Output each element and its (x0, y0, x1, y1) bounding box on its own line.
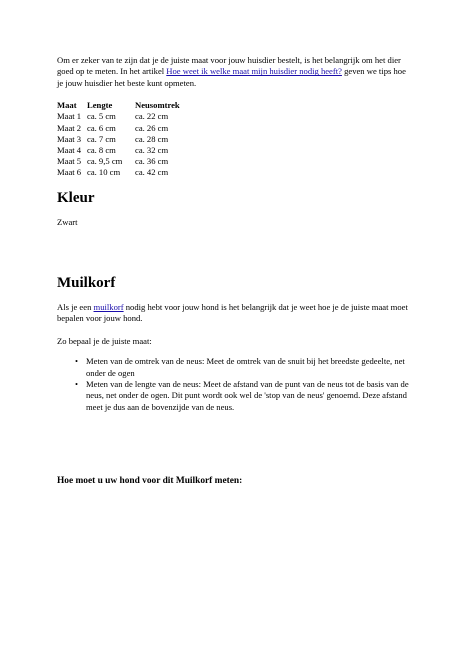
cell-neusomtrek: ca. 36 cm (135, 156, 169, 167)
cell-lengte: ca. 8 cm (87, 145, 116, 156)
table-row (57, 134, 180, 145)
bullet-icon: • (75, 379, 79, 390)
document-page (57, 55, 412, 487)
header-lengte: Lengte (87, 100, 113, 111)
cell-maat: Maat 3 (57, 133, 82, 144)
size-guide-link[interactable]: Hoe weet ik welke maat mijn huisdier nodig heeft? (166, 66, 342, 77)
cell-maat: Maat 4 (57, 145, 82, 156)
muilkorf-link[interactable]: muilkorf (93, 302, 124, 313)
cell-maat: Maat 5 (57, 156, 82, 167)
muilkorf-paragraph (57, 302, 412, 325)
cell-neusomtrek: ca. 22 cm (135, 111, 169, 122)
intro-text-end: geven we tips hoe je jouw huisdier het beste kunt opmeten. (57, 66, 406, 88)
cell-neusomtrek: ca. 32 cm (135, 145, 169, 156)
header-neusomtrek: Neusomtrek (135, 100, 180, 111)
muilkorf-text: Als je een (57, 302, 94, 313)
cell-lengte: ca. 5 cm (87, 111, 116, 122)
measure-list (57, 356, 412, 413)
table-row (57, 156, 180, 167)
size-table-header (57, 100, 180, 111)
cell-neusomtrek: ca. 42 cm (135, 167, 169, 178)
table-row (57, 111, 180, 122)
cell-maat: Maat 6 (57, 167, 82, 178)
list-item-text: Meten van de omtrek van de neus: Meet de omtrek van de snuit bij het breedste gedeelte, net onder de ogen (86, 356, 405, 378)
table-row (57, 145, 180, 156)
intro-text: Om er zeker van te zijn dat je de juiste maat voor jouw huisdier bestelt, is het belangrijk om het dier goed op te meten. In het artikel (57, 55, 401, 77)
list-item-text: Meten van de lengte van de neus: Meet de afstand van de punt van de neus tot de basis van de neus, net onder de ogen. Dit punt wordt ook wel de 'stop van de neus' genoemd. Deze afstand meet je dus aan de bovenzijde van de neus. (86, 379, 409, 412)
how-to-text: Zo bepaal je de juiste maat: (57, 335, 152, 346)
table-row (57, 123, 180, 134)
header-maat: Maat (57, 100, 77, 111)
table-row (57, 167, 180, 178)
kleur-value: Zwart (57, 216, 78, 227)
cell-neusomtrek: ca. 28 cm (135, 133, 169, 144)
cell-maat: Maat 1 (57, 111, 82, 122)
cell-lengte: ca. 9,5 cm (87, 156, 123, 167)
intro-paragraph (57, 55, 412, 89)
kleur-heading: Kleur (57, 189, 95, 206)
list-item (57, 356, 412, 379)
list-item (57, 379, 412, 413)
size-table (57, 100, 180, 178)
measure-heading: Hoe moet u uw hond voor dit Muilkorf meten: (57, 476, 243, 487)
cell-lengte: ca. 10 cm (87, 167, 121, 178)
cell-lengte: ca. 7 cm (87, 133, 116, 144)
bullet-icon: • (75, 356, 79, 367)
muilkorf-text-end: nodig hebt voor jouw hond is het belangrijk dat je weet hoe je de juiste maat moet bepalen voor jouw hond. (57, 302, 408, 324)
muilkorf-heading: Muilkorf (57, 275, 116, 292)
cell-neusomtrek: ca. 26 cm (135, 122, 169, 133)
cell-lengte: ca. 6 cm (87, 122, 116, 133)
cell-maat: Maat 2 (57, 122, 82, 133)
